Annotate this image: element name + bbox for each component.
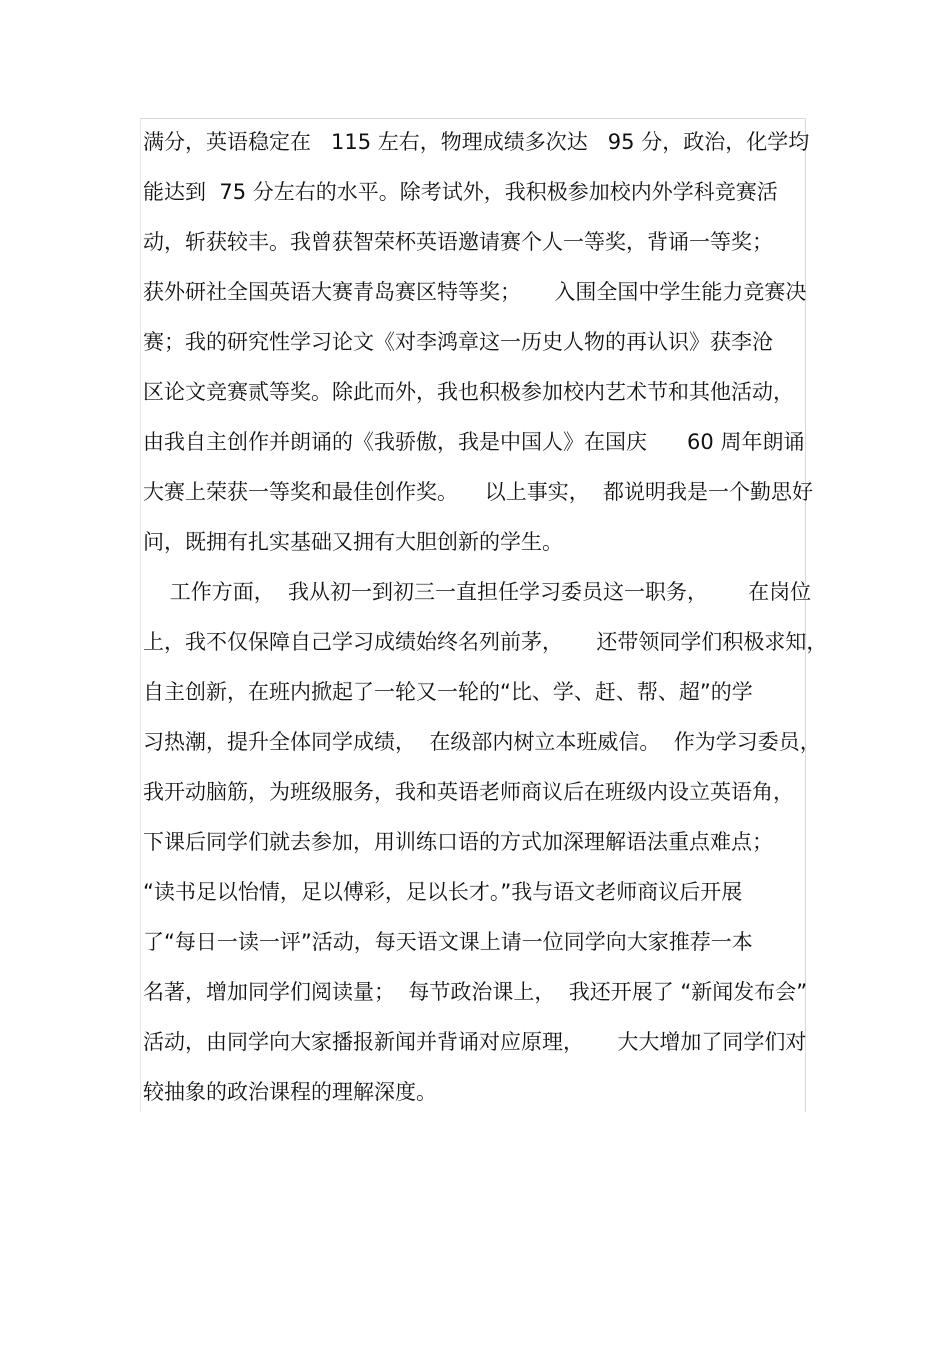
text-line: 名著，增加同学们阅读量； 每节政治课上， 我还开展了 “新闻发布会” [143,980,808,1004]
text-line: 较抽象的政治课程的理解深度。 [143,1080,437,1104]
text-line: 问，既拥有扎实基础又拥有大胆创新的学生。 [143,530,563,554]
text-line: 自主创新，在班内掀起了一轮又一轮的“比、学、赶、帮、超”的学 [143,680,753,704]
text-line: 工作方面， 我从初一到初三一直担任学习委员这一职务， 在岗位 [143,580,812,604]
text-line: 大赛上荣获一等奖和最佳创作奖。 以上事实， 都说明我是一个勤思好 [143,480,814,504]
text-line: 下课后同学们就去参加，用训练口语的方式加深理解语法重点难点； [143,830,773,854]
text-line: 满分，英语稳定在 115 左右，物理成绩多次达 95 分，政治，化学均 [143,130,810,154]
text-line: 能达到 75 分左右的水平。除考试外，我积极参加校内外学科竞赛活 [143,180,778,204]
text-line: 赛；我的研究性学习论文《对李鸿章这一历史人物的再认识》获李沧 [143,330,773,354]
text-line: 获外研社全国英语大赛青岛赛区特等奖； 入围全国中学生能力竞赛决 [143,280,807,304]
text-line: 活动，由同学向大家播报新闻并背诵对应原理， 大大增加了同学们对 [143,1030,807,1054]
text-line: 由我自主创作并朗诵的《我骄傲，我是中国人》在国庆 60 周年朗诵 [143,430,805,454]
text-line: 动，斩获较丰。我曾获智荣杯英语邀请赛个人一等奖，背诵一等奖； [143,230,773,254]
text-line: 习热潮，提升全体同学成绩， 在级部内树立本班威信。 作为学习委员， [143,730,821,754]
text-line: 我开动脑筋，为班级服务，我和英语老师商议后在班级内设立英语角， [143,780,794,804]
text-line: 了“每日一读一评”活动，每天语文课上请一位同学向大家推荐一本 [143,930,753,954]
text-line: “读书足以怡情，足以傅彩，足以长才。”我与语文老师商议后开展 [143,880,743,904]
document-body [143,122,828,1122]
text-line: 上，我不仅保障自己学习成绩始终名列前茅， 还带领同学们积极求知， [143,630,828,654]
text-line: 区论文竞赛贰等奖。除此而外，我也积极参加校内艺术节和其他活动， [143,380,794,404]
